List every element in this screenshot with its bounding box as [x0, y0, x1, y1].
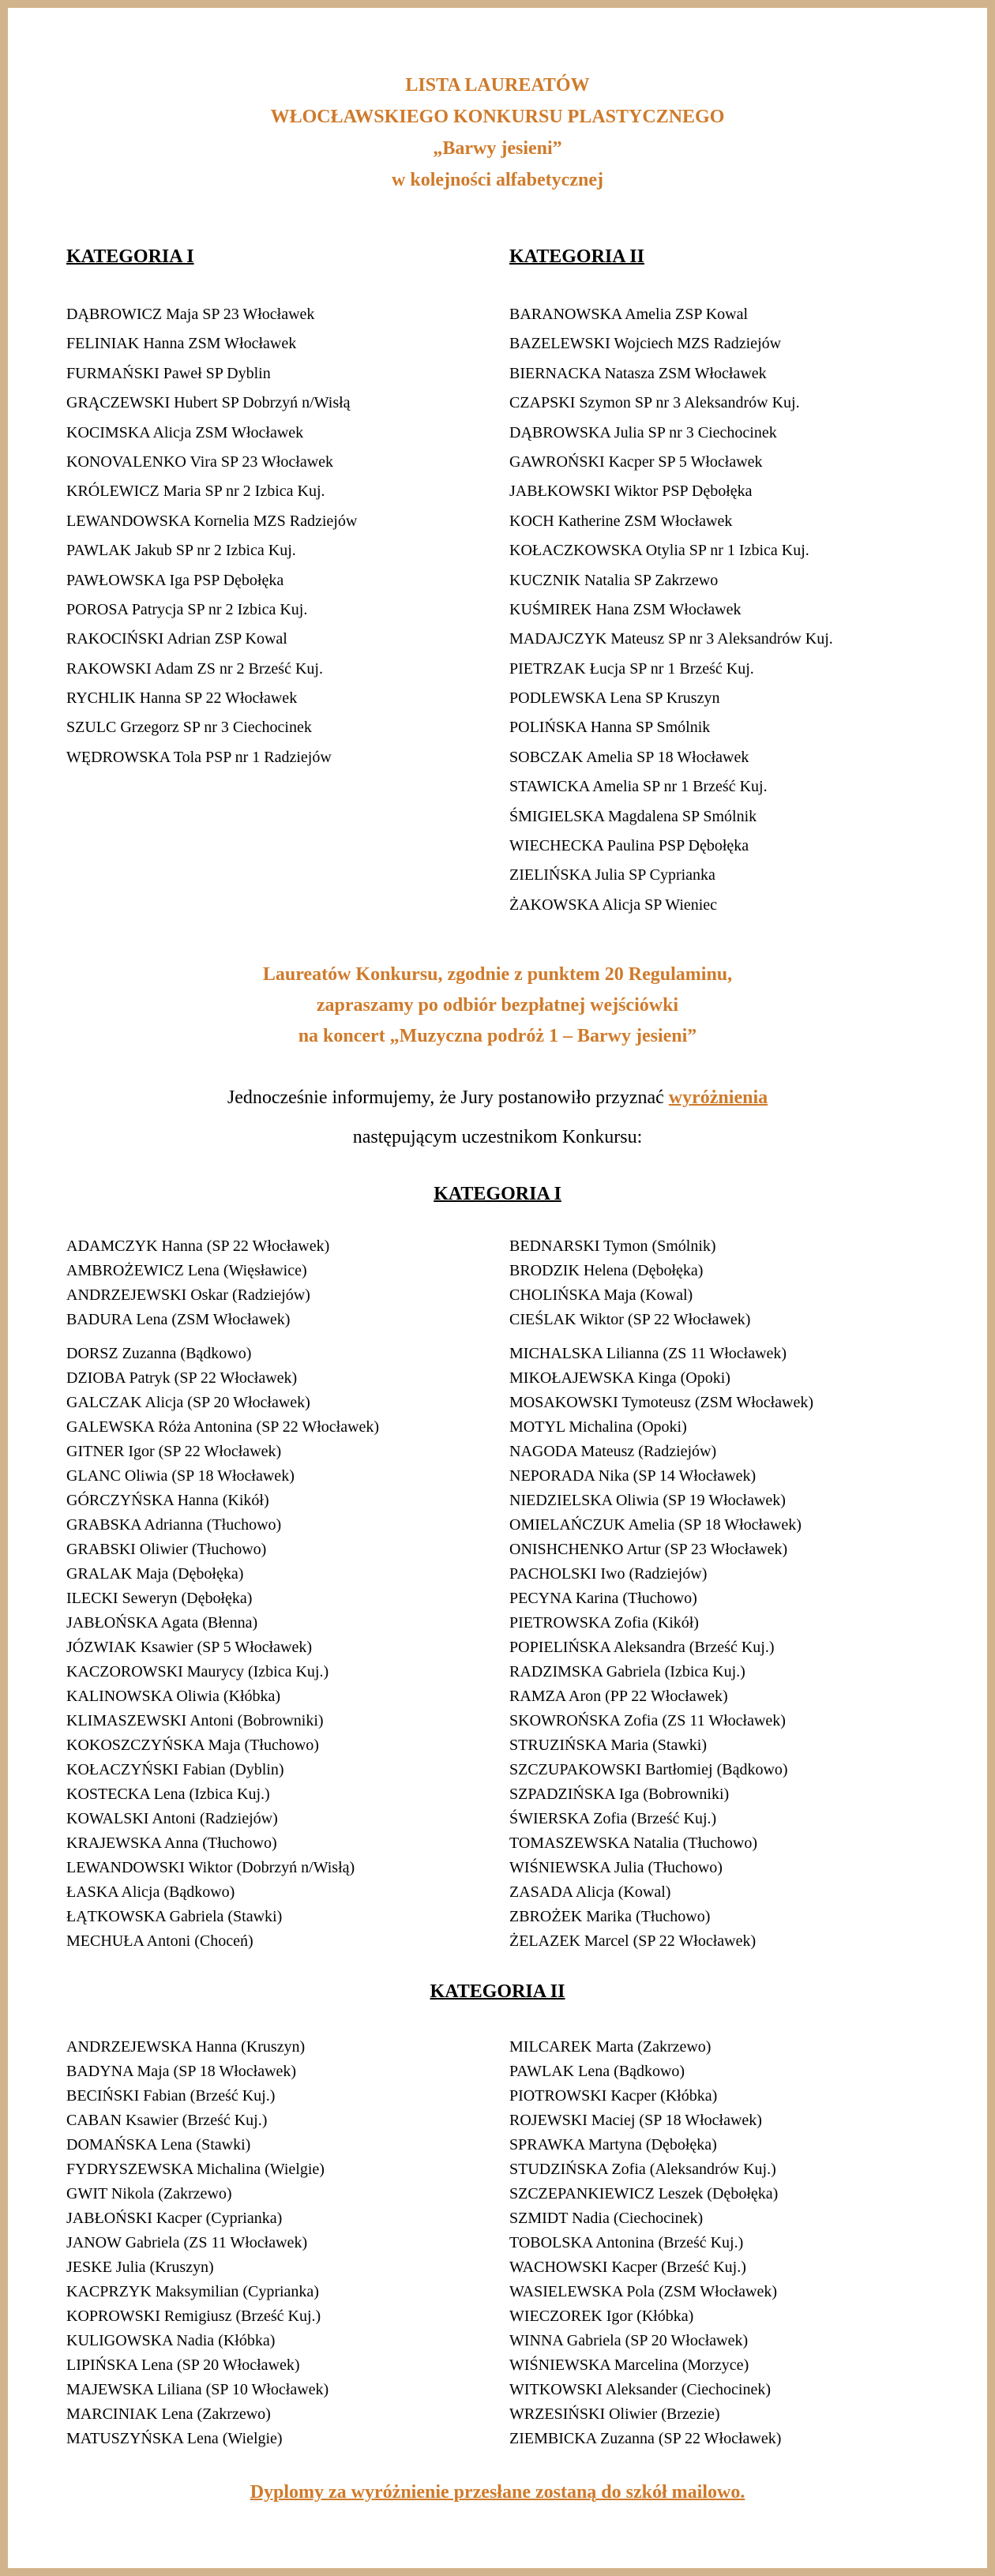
- list-item: WIECZOREK Igor (Kłóbka): [509, 2308, 694, 2325]
- list-item: KOKOSZCZYŃSKA Maja (Tłuchowo): [66, 1737, 319, 1754]
- list-item: PODLEWSKA Lena SP Kruszyn: [509, 689, 720, 708]
- list-item: POROSA Patrycja SP nr 2 Izbica Kuj.: [66, 600, 308, 618]
- invitation-line-1: Laureatów Konkursu, zgodnie z punktem 20 Regulaminu,: [262, 964, 733, 985]
- list-item: KUŚMIREK Hana ZSM Włocławek: [509, 600, 742, 618]
- list-item: STUDZIŃSKA Zofia (Aleksandrów Kuj.): [509, 2161, 776, 2178]
- list-item: KONOVALENKO Vira SP 23 Włocławek: [66, 452, 334, 471]
- list-item: KALINOWSKA Oliwia (Kłóbka): [66, 1688, 281, 1705]
- mention-list: [509, 2035, 781, 2451]
- list-item: SZCZUPAKOWSKI Bartłomiej (Bądkowo): [509, 1761, 788, 1778]
- list-item: MECHUŁA Antoni (Choceń): [66, 1932, 253, 1950]
- info-line-1: [8, 1078, 987, 1117]
- list-item: CABAN Ksawier (Brześć Kuj.): [66, 2112, 268, 2129]
- list-item: GAWROŃSKI Kacper SP 5 Włocławek: [509, 452, 763, 471]
- mentions-link[interactable]: wyróżnienia: [668, 1087, 768, 1108]
- list-item: ANDRZEJEWSKI Oskar (Radziejów): [66, 1286, 310, 1304]
- laureate-list: [509, 300, 833, 920]
- list-item: ONISHCHENKO Artur (SP 23 Włocławek): [509, 1541, 788, 1558]
- list-item: GÓRCZYŃSKA Hanna (Kikół): [66, 1492, 269, 1509]
- mentions-cat1-right: [509, 1234, 813, 1954]
- category-heading: KATEGORIA I: [66, 246, 194, 267]
- list-item: RAKOWSKI Adam ZS nr 2 Brześć Kuj.: [66, 659, 323, 678]
- list-item: MAJEWSKA Liliana (SP 10 Włocławek): [66, 2381, 329, 2398]
- list-item: LEWANDOWSKI Wiktor (Dobrzyń n/Wisłą): [66, 1859, 355, 1876]
- list-item: ŚWIERSKA Zofia (Brześć Kuj.): [509, 1810, 717, 1827]
- list-item: WIŚNIEWSKA Marcelina (Morzyce): [509, 2356, 749, 2374]
- list-item: JESKE Julia (Kruszyn): [66, 2259, 214, 2276]
- list-item: STRUZIŃSKA Maria (Stawki): [509, 1737, 707, 1754]
- invitation-line-2: zapraszamy po odbiór bezpłatnej wejściówki: [316, 995, 679, 1016]
- document-title: [8, 69, 987, 196]
- title-line-1: LISTA LAUREATÓW: [405, 75, 590, 96]
- list-item: WIECHECKA Paulina PSP Dębołęka: [509, 837, 749, 855]
- list-item: WINNA Gabriela (SP 20 Włocławek): [509, 2332, 749, 2349]
- list-item: GLANC Oliwia (SP 18 Włocławek): [66, 1467, 295, 1485]
- list-item: GALEWSKA Róża Antonina (SP 22 Włocławek): [66, 1418, 380, 1436]
- list-item: CIEŚLAK Wiktor (SP 22 Włocławek): [509, 1311, 751, 1328]
- list-item: SPRAWKA Martyna (Dębołęka): [509, 2136, 717, 2154]
- list-item: MOSAKOWSKI Tymoteusz (ZSM Włocławek): [509, 1394, 814, 1411]
- invitation-text: [8, 959, 987, 1052]
- list-item: WRZESIŃSKI Oliwier (Brzezie): [509, 2405, 720, 2423]
- list-item: FURMAŃSKI Paweł SP Dyblin: [66, 364, 271, 382]
- mention-list: [66, 2035, 329, 2451]
- list-item: BAZELEWSKI Wojciech MZS Radziejów: [509, 335, 782, 353]
- list-item: KRAJEWSKA Anna (Tłuchowo): [66, 1834, 277, 1852]
- list-item: ŁĄTKOWSKA Gabriela (Stawki): [66, 1908, 283, 1925]
- list-item: PAWLAK Lena (Bądkowo): [509, 2063, 685, 2080]
- list-item: ADAMCZYK Hanna (SP 22 Włocławek): [66, 1237, 330, 1255]
- list-item: JABŁKOWSKI Wiktor PSP Dębołęka: [509, 483, 753, 501]
- list-item: NIEDZIELSKA Oliwia (SP 19 Włocławek): [509, 1492, 786, 1509]
- list-item: FYDRYSZEWSKA Michalina (Wielgie): [66, 2161, 325, 2178]
- list-item: GRABSKA Adrianna (Tłuchowo): [66, 1516, 282, 1534]
- list-item: TOMASZEWSKA Natalia (Tłuchowo): [509, 1834, 758, 1852]
- list-item: OMIELAŃCZUK Amelia (SP 18 Włocławek): [509, 1516, 802, 1534]
- laureates-category-1: [66, 245, 357, 772]
- list-item: BEDNARSKI Tymon (Smólnik): [509, 1237, 716, 1255]
- info-text: Jednocześnie informujemy, że Jury postanowiło przyznać: [227, 1087, 669, 1108]
- list-item: MADAJCZYK Mateusz SP nr 3 Aleksandrów Kuj.: [509, 630, 833, 648]
- list-item: BECIŃSKI Fabian (Brześć Kuj.): [66, 2087, 276, 2105]
- list-item: BARANOWSKA Amelia ZSP Kowal: [509, 306, 749, 323]
- list-item: PAWŁOWSKA Iga PSP Dębołęka: [66, 571, 284, 589]
- category-heading: KATEGORIA II: [509, 246, 644, 267]
- list-item: BADURA Lena (ZSM Włocławek): [66, 1311, 291, 1328]
- list-item: SZPADZIŃSKA Iga (Bobrowniki): [509, 1786, 730, 1803]
- list-item: GRĄCZEWSKI Hubert SP Dobrzyń n/Wisłą: [66, 394, 351, 412]
- mention-list: [509, 1342, 813, 1954]
- document-page: [8, 8, 987, 2568]
- mention-list: [66, 1342, 379, 1954]
- list-item: KOCH Katherine ZSM Włocławek: [509, 512, 733, 530]
- list-item: SZCZEPANKIEWICZ Leszek (Dębołęka): [509, 2185, 779, 2202]
- list-item: PECYNA Karina (Tłuchowo): [509, 1590, 697, 1607]
- mentions-cat2-right: [509, 2035, 781, 2451]
- list-item: CHOLIŃSKA Maja (Kowal): [509, 1286, 693, 1304]
- list-item: JANOW Gabriela (ZS 11 Włocławek): [66, 2234, 308, 2251]
- list-item: KULIGOWSKA Nadia (Kłóbka): [66, 2332, 276, 2349]
- laureates-category-2: [509, 245, 833, 920]
- honorable-mentions-intro: [8, 1078, 987, 1157]
- list-item: KRÓLEWICZ Maria SP nr 2 Izbica Kuj.: [66, 483, 325, 501]
- list-item: RAMZA Aron (PP 22 Włocławek): [509, 1688, 728, 1705]
- list-item: SZMIDT Nadia (Ciechocinek): [509, 2210, 704, 2227]
- list-item: JABŁOŃSKI Kacper (Cyprianka): [66, 2210, 283, 2227]
- list-item: JÓZWIAK Ksawier (SP 5 Włocławek): [66, 1639, 313, 1656]
- invitation-line-3: na koncert „Muzyczna podróż 1 – Barwy jesieni”: [298, 1026, 697, 1046]
- list-item: KACZOROWSKI Maurycy (Izbica Kuj.): [66, 1663, 329, 1680]
- list-item: STAWICKA Amelia SP nr 1 Brześć Kuj.: [509, 778, 768, 796]
- list-item: KACPRZYK Maksymilian (Cyprianka): [66, 2283, 319, 2300]
- list-item: PAWLAK Jakub SP nr 2 Izbica Kuj.: [66, 542, 296, 560]
- list-item: DOMAŃSKA Lena (Stawki): [66, 2136, 251, 2154]
- list-item: DĄBROWICZ Maja SP 23 Włocławek: [66, 306, 315, 323]
- list-item: ŚMIGIELSKA Magdalena SP Smólnik: [509, 807, 757, 825]
- list-item: ŻELAZEK Marcel (SP 22 Włocławek): [509, 1932, 757, 1950]
- list-item: GWIT Nikola (Zakrzewo): [66, 2185, 232, 2202]
- mentions-cat1-left: [66, 1234, 379, 1954]
- list-item: GITNER Igor (SP 22 Włocławek): [66, 1443, 282, 1460]
- list-item: MIKOŁAJEWSKA Kinga (Opoki): [509, 1369, 730, 1387]
- list-item: ZASADA Alicja (Kowal): [509, 1883, 671, 1901]
- list-item: RYCHLIK Hanna SP 22 Włocławek: [66, 689, 298, 708]
- list-item: ANDRZEJEWSKA Hanna (Kruszyn): [66, 2038, 306, 2056]
- list-item: KOWALSKI Antoni (Radziejów): [66, 1810, 278, 1827]
- list-item: AMBROŻEWICZ Lena (Więsławice): [66, 1262, 307, 1279]
- list-item: KOPROWSKI Remigiusz (Brześć Kuj.): [66, 2308, 321, 2325]
- list-item: KLIMASZEWSKI Antoni (Bobrowniki): [66, 1712, 324, 1729]
- list-item: ZBROŻEK Marika (Tłuchowo): [509, 1908, 711, 1925]
- mentions-cat2-left: [66, 2035, 329, 2451]
- list-item: PIETRZAK Łucja SP nr 1 Brześć Kuj.: [509, 659, 754, 678]
- mentions-category-2-heading: KATEGORIA II: [430, 1981, 565, 2002]
- list-item: KOŁACZYŃSKI Fabian (Dyblin): [66, 1761, 284, 1778]
- list-item: MATUSZYŃSKA Lena (Wielgie): [66, 2430, 283, 2447]
- mention-list: [66, 1234, 379, 1332]
- list-item: WACHOWSKI Kacper (Brześć Kuj.): [509, 2259, 746, 2276]
- list-item: DĄBROWSKA Julia SP nr 3 Ciechocinek: [509, 423, 777, 441]
- list-item: GRALAK Maja (Dębołęka): [66, 1565, 244, 1583]
- list-item: MARCINIAK Lena (Zakrzewo): [66, 2405, 271, 2423]
- list-item: SOBCZAK Amelia SP 18 Włocławek: [509, 748, 749, 766]
- list-item: JABŁOŃSKA Agata (Błenna): [66, 1614, 258, 1632]
- list-item: WITKOWSKI Aleksander (Ciechocinek): [509, 2381, 771, 2398]
- title-line-3: „Barwy jesieni”: [433, 138, 562, 159]
- list-item: LEWANDOWSKA Kornelia MZS Radziejów: [66, 512, 358, 530]
- list-item: ŻAKOWSKA Alicja SP Wieniec: [509, 896, 718, 914]
- list-item: BADYNA Maja (SP 18 Włocławek): [66, 2063, 297, 2080]
- list-item: GRABSKI Oliwier (Tłuchowo): [66, 1541, 267, 1558]
- list-item: PACHOLSKI Iwo (Radziejów): [509, 1565, 708, 1583]
- list-item: NAGODA Mateusz (Radziejów): [509, 1443, 717, 1460]
- info-line-2: następującym uczestnikom Konkursu:: [352, 1127, 643, 1147]
- list-item: FELINIAK Hanna ZSM Włocławek: [66, 335, 297, 353]
- list-item: SKOWROŃSKA Zofia (ZS 11 Włocławek): [509, 1712, 786, 1729]
- list-item: POLIŃSKA Hanna SP Smólnik: [509, 719, 711, 737]
- list-item: GALCZAK Alicja (SP 20 Włocławek): [66, 1394, 310, 1411]
- title-line-2: WŁOCŁAWSKIEGO KONKURSU PLASTYCZNEGO: [270, 107, 725, 127]
- list-item: WĘDROWSKA Tola PSP nr 1 Radziejów: [66, 748, 332, 766]
- list-item: TOBOLSKA Antonina (Brześć Kuj.): [509, 2234, 744, 2251]
- list-item: ILECKI Seweryn (Dębołęka): [66, 1590, 253, 1607]
- diplomas-note: Dyplomy za wyróżnienie przesłane zostaną do szkół mailowo.: [250, 2482, 745, 2503]
- list-item: BIERNACKA Natasza ZSM Włocławek: [509, 364, 767, 382]
- mention-list: [509, 1234, 813, 1332]
- list-item: ZIEMBICKA Zuzanna (SP 22 Włocławek): [509, 2430, 782, 2447]
- list-item: MILCAREK Marta (Zakrzewo): [509, 2038, 712, 2056]
- list-item: ZIELIŃSKA Julia SP Cyprianka: [509, 866, 715, 884]
- list-item: NEPORADA Nika (SP 14 Włocławek): [509, 1467, 757, 1485]
- list-item: LIPIŃSKA Lena (SP 20 Włocławek): [66, 2356, 300, 2374]
- list-item: RADZIMSKA Gabriela (Izbica Kuj.): [509, 1663, 745, 1680]
- list-item: WIŚNIEWSKA Julia (Tłuchowo): [509, 1859, 723, 1876]
- list-item: BRODZIK Helena (Dębołęka): [509, 1262, 704, 1279]
- list-item: KUCZNIK Natalia SP Zakrzewo: [509, 571, 719, 589]
- list-item: DORSZ Zuzanna (Bądkowo): [66, 1345, 252, 1362]
- list-item: KOŁACZKOWSKA Otylia SP nr 1 Izbica Kuj.: [509, 542, 809, 560]
- list-item: PIETROWSKA Zofia (Kikół): [509, 1614, 699, 1632]
- list-item: KOSTECKA Lena (Izbica Kuj.): [66, 1786, 270, 1803]
- list-item: ROJEWSKI Maciej (SP 18 Włocławek): [509, 2112, 762, 2129]
- list-item: DZIOBA Patryk (SP 22 Włocławek): [66, 1369, 298, 1387]
- list-item: RAKOCIŃSKI Adrian ZSP Kowal: [66, 630, 287, 648]
- mentions-category-1-heading: KATEGORIA I: [434, 1184, 561, 1204]
- list-item: MICHALSKA Lilianna (ZS 11 Włocławek): [509, 1345, 787, 1362]
- list-item: CZAPSKI Szymon SP nr 3 Aleksandrów Kuj.: [509, 394, 800, 412]
- list-item: POPIELIŃSKA Aleksandra (Brześć Kuj.): [509, 1639, 775, 1656]
- title-line-4: w kolejności alfabetycznej: [392, 170, 603, 190]
- list-item: SZULC Grzegorz SP nr 3 Ciechocinek: [66, 719, 312, 737]
- laureate-list: [66, 300, 357, 772]
- list-item: MOTYL Michalina (Opoki): [509, 1418, 687, 1436]
- list-item: KOCIMSKA Alicja ZSM Włocławek: [66, 423, 304, 441]
- list-item: WASIELEWSKA Pola (ZSM Włocławek): [509, 2283, 778, 2300]
- list-item: ŁASKA Alicja (Bądkowo): [66, 1883, 235, 1901]
- list-item: PIOTROWSKI Kacper (Kłóbka): [509, 2087, 718, 2105]
